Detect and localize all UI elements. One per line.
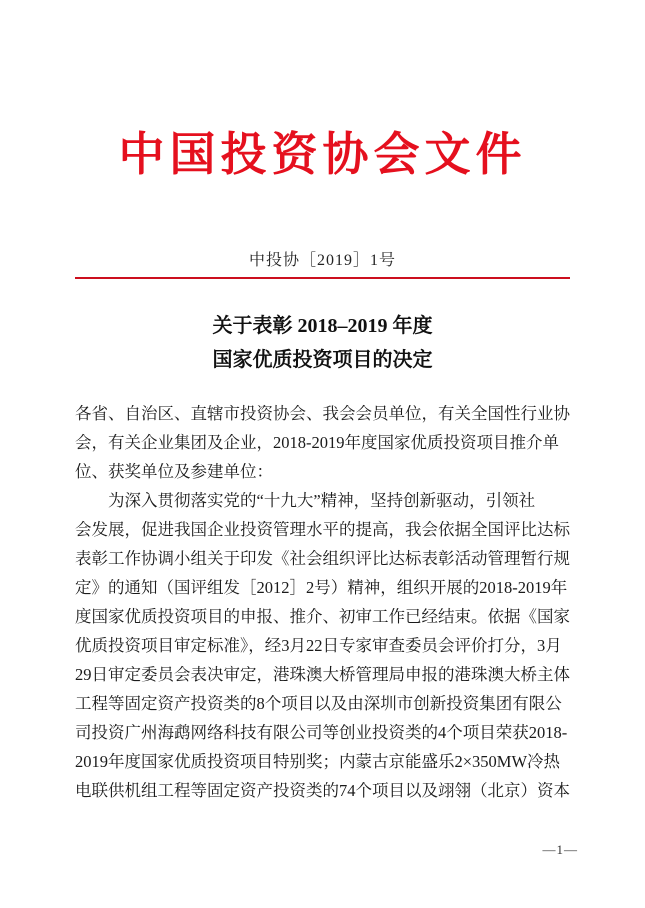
body-line: 各省、自治区、直辖市投资协会、我会会员单位，有关全国性行业协	[75, 404, 570, 423]
body-line: 29日审定委员会表决审定，港珠澳大桥管理局申报的港珠澳大桥主体	[75, 665, 570, 684]
document-masthead: 中国投资协会文件	[118, 129, 527, 180]
body-line: 会，有关企业集团及企业，2018-2019年度国家优质投资项目推介单	[75, 433, 559, 452]
body-line: 2019年度国家优质投资项目特别奖；内蒙古京能盛乐2×350MW冷热	[75, 752, 561, 771]
body-line: 位、获奖单位及参建单位：	[75, 462, 273, 481]
document-title-line2: 国家优质投资项目的决定	[212, 349, 433, 371]
document-title	[0, 309, 645, 377]
body-line: 工程等固定资产投资类的8个项目以及由深圳市创新投资集团有限公	[75, 694, 562, 713]
document-title-line1: 关于表彰 2018–2019 年度	[212, 315, 433, 337]
red-divider-line	[75, 277, 570, 279]
body-line: 会发展，促进我国企业投资管理水平的提高，我会依据全国评比达标	[75, 520, 570, 539]
document-number: 中投协［2019］1号	[248, 252, 396, 269]
body-line: 为深入贯彻落实党的“十九大”精神，坚持创新驱动，引领社	[108, 491, 536, 510]
body-line: 定》的通知（国评组发［2012］2号）精神，组织开展的2018-2019年	[75, 578, 568, 597]
body-line: 优质投资项目审定标准》，经3月22日专家审查委员会评价打分，3月	[75, 636, 562, 655]
document-body	[75, 399, 570, 805]
body-line: 度国家优质投资项目的申报、推介、初审工作已经结束。依据《国家	[75, 607, 570, 626]
body-line: 司投资广州海鹉网络科技有限公司等创业投资类的4个项目荣获2018-	[75, 723, 568, 742]
body-line: 电联供机组工程等固定资产投资类的74个项目以及翊翎（北京）资本	[75, 781, 570, 800]
page-number: —1—	[542, 842, 578, 857]
body-line: 表彰工作协调小组关于印发《社会组织评比达标表彰活动管理暂行规	[75, 549, 570, 568]
